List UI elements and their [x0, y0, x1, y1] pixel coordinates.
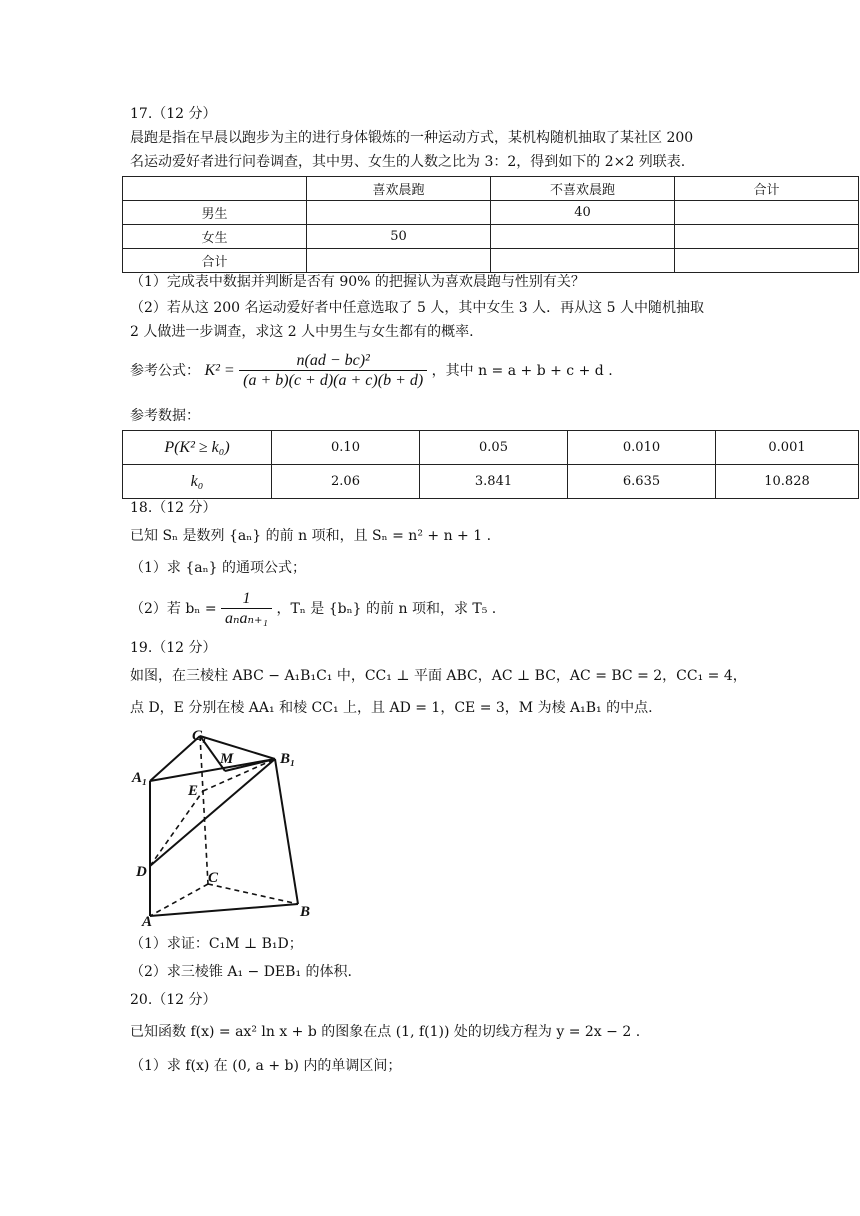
formula-numerator: n(ad − bc)²: [239, 352, 427, 371]
q17-header: 17.（12 分）: [130, 106, 217, 122]
formula-denominator: (a + b)(c + d)(a + c)(b + d): [243, 371, 424, 389]
formula-lhs: K² =: [204, 362, 235, 379]
table-cell: 0.10: [272, 431, 420, 465]
table-row: [123, 465, 859, 499]
label-d: D: [136, 864, 147, 880]
table-cell: [675, 249, 859, 273]
table-cell: 50: [307, 225, 491, 249]
q17-paragraph-1: 晨跑是指在早晨以跑步为主的进行身体锻炼的一种运动方式，某机构随机抽取了某社区 200: [130, 130, 694, 146]
q18-subquestion-1: （1）求 {aₙ} 的通项公式；: [130, 560, 307, 576]
table-row: [123, 249, 859, 273]
contingency-table: [122, 176, 859, 273]
table-cell: 0.001: [716, 431, 859, 465]
table-cell: 40: [491, 201, 675, 225]
q19-header: 19.（12 分）: [130, 640, 217, 656]
table-cell: 10.828: [716, 465, 859, 499]
reference-table: [122, 430, 859, 499]
table-row: [123, 431, 859, 465]
table-cell: 男生: [123, 201, 307, 225]
prism-figure: [130, 726, 315, 928]
q17-paragraph-2: 名运动爱好者进行问卷调查，其中男、女生的人数之比为 3：2，得到如下的 2×2 列联表.: [130, 154, 686, 170]
q17-subquestion-1: （1）完成表中数据并判断是否有 90% 的把握认为喜欢晨跑与性别有关？: [130, 274, 585, 290]
q20-paragraph-1: 已知函数 f(x) = ax² ln x + b 的图象在点 (1, f(1)) 处的切线方程为 y = 2x − 2 .: [130, 1024, 641, 1040]
label-b1: B₁: [280, 751, 296, 767]
table-cell: [307, 201, 491, 225]
q19-paragraph-1: 如图，在三棱柱 ABC − A₁B₁C₁ 中，CC₁ ⊥ 平面 ABC，AC ⊥ BC，AC = BC = 2，CC₁ = 4，: [130, 668, 747, 684]
table-cell: 合计: [123, 249, 307, 273]
formula-tail: ，其中 n = a + b + c + d .: [431, 363, 613, 379]
q17-subquestion-2b: 2 人做进一步调查，求这 2 人中男生与女生都有的概率.: [130, 324, 474, 340]
table-cell: k₀: [123, 465, 272, 499]
formula-label: 参考公式：: [130, 363, 200, 379]
reference-label: 参考数据：: [130, 408, 200, 424]
label-c1: C₁: [192, 728, 208, 744]
table-row: [123, 201, 859, 225]
table-header-cell: 不喜欢晨跑: [491, 177, 675, 201]
q17-formula: [130, 350, 613, 392]
table-cell: 2.06: [272, 465, 420, 499]
label-a1: A₁: [132, 770, 148, 786]
q19-subquestion-2: （2）求三棱锥 A₁ − DEB₁ 的体积.: [130, 964, 352, 980]
q17-subquestion-2a: （2）若从这 200 名运动爱好者中任意选取了 5 人，其中女生 3 人．再从这 5 人中随机抽取: [130, 300, 704, 316]
table-header-cell: 喜欢晨跑: [307, 177, 491, 201]
table-cell: [307, 249, 491, 273]
table-cell: [491, 225, 675, 249]
table-cell: 3.841: [420, 465, 568, 499]
q18-s2-pre: （2）若 bₙ =: [130, 601, 217, 617]
table-cell: [675, 201, 859, 225]
table-cell: [491, 249, 675, 273]
table-cell: 6.635: [568, 465, 716, 499]
table-cell: P(K² ≥ k₀): [123, 431, 272, 465]
q18-header: 18.（12 分）: [130, 500, 217, 516]
formula-fraction: [239, 352, 427, 391]
label-a: A: [142, 914, 153, 928]
q18-fraction-denominator: aₙaₙ₊₁: [225, 609, 268, 627]
label-e: E: [188, 783, 199, 799]
label-b: B: [300, 904, 311, 920]
table-cell: 女生: [123, 225, 307, 249]
label-m: M: [220, 751, 234, 767]
q18-paragraph-1: 已知 Sₙ 是数列 {aₙ} 的前 n 项和，且 Sₙ = n² + n + 1 .: [130, 528, 492, 544]
q19-subquestion-1: （1）求证：C₁M ⊥ B₁D；: [130, 936, 303, 952]
table-cell: [675, 225, 859, 249]
table-row: [123, 225, 859, 249]
table-cell: 0.05: [420, 431, 568, 465]
q20-subquestion-1: （1）求 f(x) 在 (0, a + b) 内的单调区间；: [130, 1058, 402, 1074]
table-header-cell: 合计: [675, 177, 859, 201]
table-cell: 0.010: [568, 431, 716, 465]
q18-s2-post: ，Tₙ 是 {bₙ} 的前 n 项和，求 T₅ .: [276, 601, 497, 617]
q18-fraction: [221, 590, 272, 629]
table-header-row: [123, 177, 859, 201]
q18-subquestion-2: [130, 588, 496, 630]
q19-paragraph-2: 点 D，E 分别在棱 AA₁ 和棱 CC₁ 上，且 AD = 1，CE = 3，M 为棱 A₁B₁ 的中点.: [130, 700, 653, 716]
label-c: C: [208, 870, 219, 886]
q18-fraction-numerator: 1: [221, 590, 272, 609]
table-header-cell: [123, 177, 307, 201]
q20-header: 20.（12 分）: [130, 992, 217, 1008]
